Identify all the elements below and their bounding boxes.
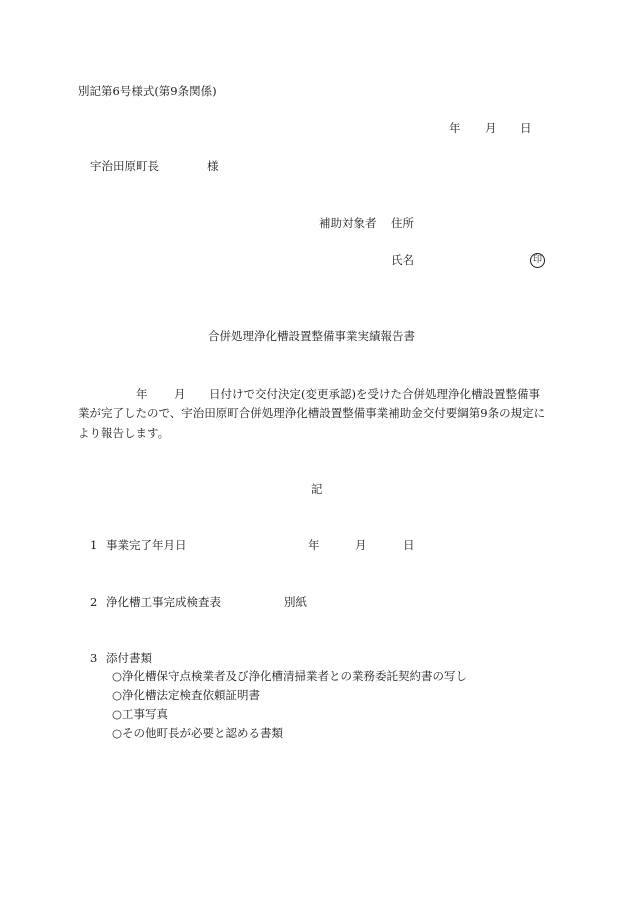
ki-mark: 記 [311,482,323,496]
body-line-1: 日付けで交付決定(変更承認)を受けた合併処理浄化槽設置整備事 [209,387,540,401]
addressee-name: 宇治田原町長 [90,159,159,173]
form-number: 別記第6号様式(第9条関係) [78,84,217,98]
attachment-item: ○工事写真 [112,707,169,721]
item-label-completion-date: 事業完了年月日 [106,538,187,552]
attachment-item: ○浄化槽保守点検業者及び浄化槽清掃業者との業務委託契約書の写し [112,669,468,683]
address-label: 住所 [391,216,414,230]
body-month-label: 月 [174,387,186,401]
body-line-3: より報告します。 [78,426,170,440]
inspection-table-value: 別紙 [284,595,307,609]
item-number: 3 [90,651,98,665]
completion-year-label: 年 [308,538,320,552]
body-year-label: 年 [136,387,148,401]
completion-month-label: 月 [355,538,367,552]
item-label-inspection-table: 浄化槽工事完成検査表 [106,595,221,609]
body-line-2: 業が完了したので、宇治田原町合併処理浄化槽設置整備事業補助金交付要綱第9条の規定に [78,406,546,420]
date-month-label: 月 [485,121,497,135]
date-day-label: 日 [520,121,532,135]
applicant-label: 補助対象者 [319,216,377,230]
completion-day-label: 日 [403,538,415,552]
document-title: 合併処理浄化槽設置整備事業実績報告書 [208,329,415,343]
item-number: 1 [90,538,98,552]
addressee-honorific: 様 [207,159,219,173]
attachment-item: ○浄化槽法定検査依頼証明書 [112,688,261,702]
date-year-label: 年 [449,121,461,135]
name-label: 氏名 [391,253,414,267]
seal-mark: 印 [530,253,545,268]
item-label-attachments: 添付書類 [106,651,152,665]
item-number: 2 [90,595,98,609]
attachment-item: ○その他町長が必要と認める書類 [112,726,284,740]
